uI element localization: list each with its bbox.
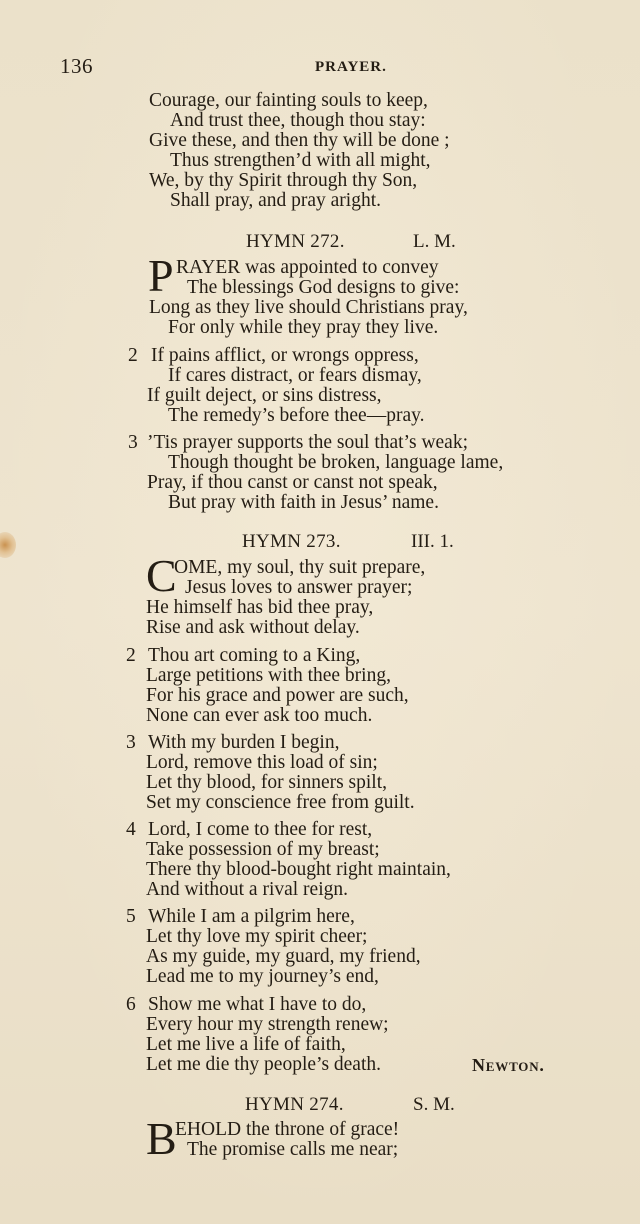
hymn-title: HYMN 272. bbox=[246, 231, 345, 252]
verse-number: 5 bbox=[126, 906, 136, 927]
verse-line: The remedy’s before thee—pray. bbox=[168, 405, 425, 426]
verse-number: 4 bbox=[126, 819, 136, 840]
verse-line: And without a rival reign. bbox=[146, 879, 348, 900]
verse-line: Courage, our fainting souls to keep, bbox=[149, 90, 428, 111]
verse-line: If cares distract, or fears dismay, bbox=[168, 365, 422, 386]
verse-line: He himself has bid thee pray, bbox=[146, 597, 374, 618]
verse-line: Long as they live should Christians pray, bbox=[149, 297, 468, 318]
drop-cap: P bbox=[148, 250, 174, 301]
verse-line: The promise calls me near; bbox=[187, 1139, 399, 1160]
verse-line: There thy blood-bought right maintain, bbox=[146, 859, 451, 880]
verse-line: But pray with faith in Jesus’ name. bbox=[168, 492, 439, 513]
verse-line: With my burden I begin, bbox=[148, 732, 340, 753]
verse-line: We, by thy Spirit through thy Son, bbox=[149, 170, 418, 191]
verse-line: Give these, and then thy will be done ; bbox=[149, 130, 450, 151]
verse-line: Pray, if thou canst or canst not speak, bbox=[147, 472, 438, 493]
verse-number: 3 bbox=[126, 732, 136, 753]
verse-line: Shall pray, and pray aright. bbox=[170, 190, 382, 211]
verse-line: If guilt deject, or sins distress, bbox=[147, 385, 382, 406]
verse-line: Let me live a life of faith, bbox=[146, 1034, 346, 1055]
page-number: 136 bbox=[60, 54, 93, 78]
verse-line: Jesus loves to answer prayer; bbox=[185, 577, 413, 598]
hymn-title: HYMN 274. bbox=[245, 1094, 344, 1115]
drop-cap: C bbox=[146, 550, 177, 601]
verse-line: Rise and ask without delay. bbox=[146, 617, 360, 638]
verse-line: Lord, remove this load of sin; bbox=[146, 752, 378, 773]
verse-line: Lord, I come to thee for rest, bbox=[148, 819, 373, 840]
page-header bbox=[0, 54, 640, 80]
verse-line: Thus strengthen’d with all might, bbox=[170, 150, 431, 171]
running-head: PRAYER. bbox=[315, 59, 387, 75]
verse-line: And trust thee, though thou stay: bbox=[170, 110, 426, 131]
hymn-author: Newton. bbox=[472, 1055, 545, 1075]
hymn-meter: L. M. bbox=[413, 231, 456, 252]
verse-line: ’Tis prayer supports the soul that’s weak; bbox=[147, 432, 468, 453]
verse-line: Let me die thy people’s death. bbox=[146, 1054, 382, 1075]
hymn-title: HYMN 273. bbox=[242, 531, 341, 552]
verse-line: Take possession of my breast; bbox=[146, 839, 380, 860]
verse-line: While I am a pilgrim here, bbox=[148, 906, 355, 927]
verse-line: If pains afflict, or wrongs oppress, bbox=[151, 345, 419, 366]
verse-number: 2 bbox=[126, 645, 136, 666]
verse-number: 2 bbox=[128, 345, 138, 366]
verse-line: Let thy blood, for sinners spilt, bbox=[146, 772, 388, 793]
paper-stain bbox=[0, 532, 16, 558]
verse-line: Let thy love my spirit cheer; bbox=[146, 926, 368, 947]
drop-cap: B bbox=[146, 1113, 177, 1164]
verse-line: Thou art coming to a King, bbox=[148, 645, 361, 666]
verse-line: RAYER was appointed to convey bbox=[176, 257, 439, 278]
verse-line: OME, my soul, thy suit prepare, bbox=[174, 557, 426, 578]
verse-line: As my guide, my guard, my friend, bbox=[146, 946, 421, 967]
verse-number: 3 bbox=[128, 432, 138, 453]
verse-line: Large petitions with thee bring, bbox=[146, 665, 391, 686]
verse-line: For only while they pray they live. bbox=[168, 317, 439, 338]
verse-line: Set my conscience free from guilt. bbox=[146, 792, 415, 813]
verse-line: Lead me to my journey’s end, bbox=[146, 966, 379, 987]
verse-line: Show me what I have to do, bbox=[148, 994, 367, 1015]
hymn-meter: III. 1. bbox=[411, 531, 454, 552]
hymn-meter: S. M. bbox=[413, 1094, 455, 1115]
verse-line: EHOLD the throne of grace! bbox=[175, 1119, 400, 1140]
verse-line: The blessings God designs to give: bbox=[187, 277, 460, 298]
verse-line: Though thought be broken, language lame, bbox=[168, 452, 504, 473]
verse-line: None can ever ask too much. bbox=[146, 705, 373, 726]
verse-line: Every hour my strength renew; bbox=[146, 1014, 389, 1035]
verse-number: 6 bbox=[126, 994, 136, 1015]
verse-line: For his grace and power are such, bbox=[146, 685, 409, 706]
